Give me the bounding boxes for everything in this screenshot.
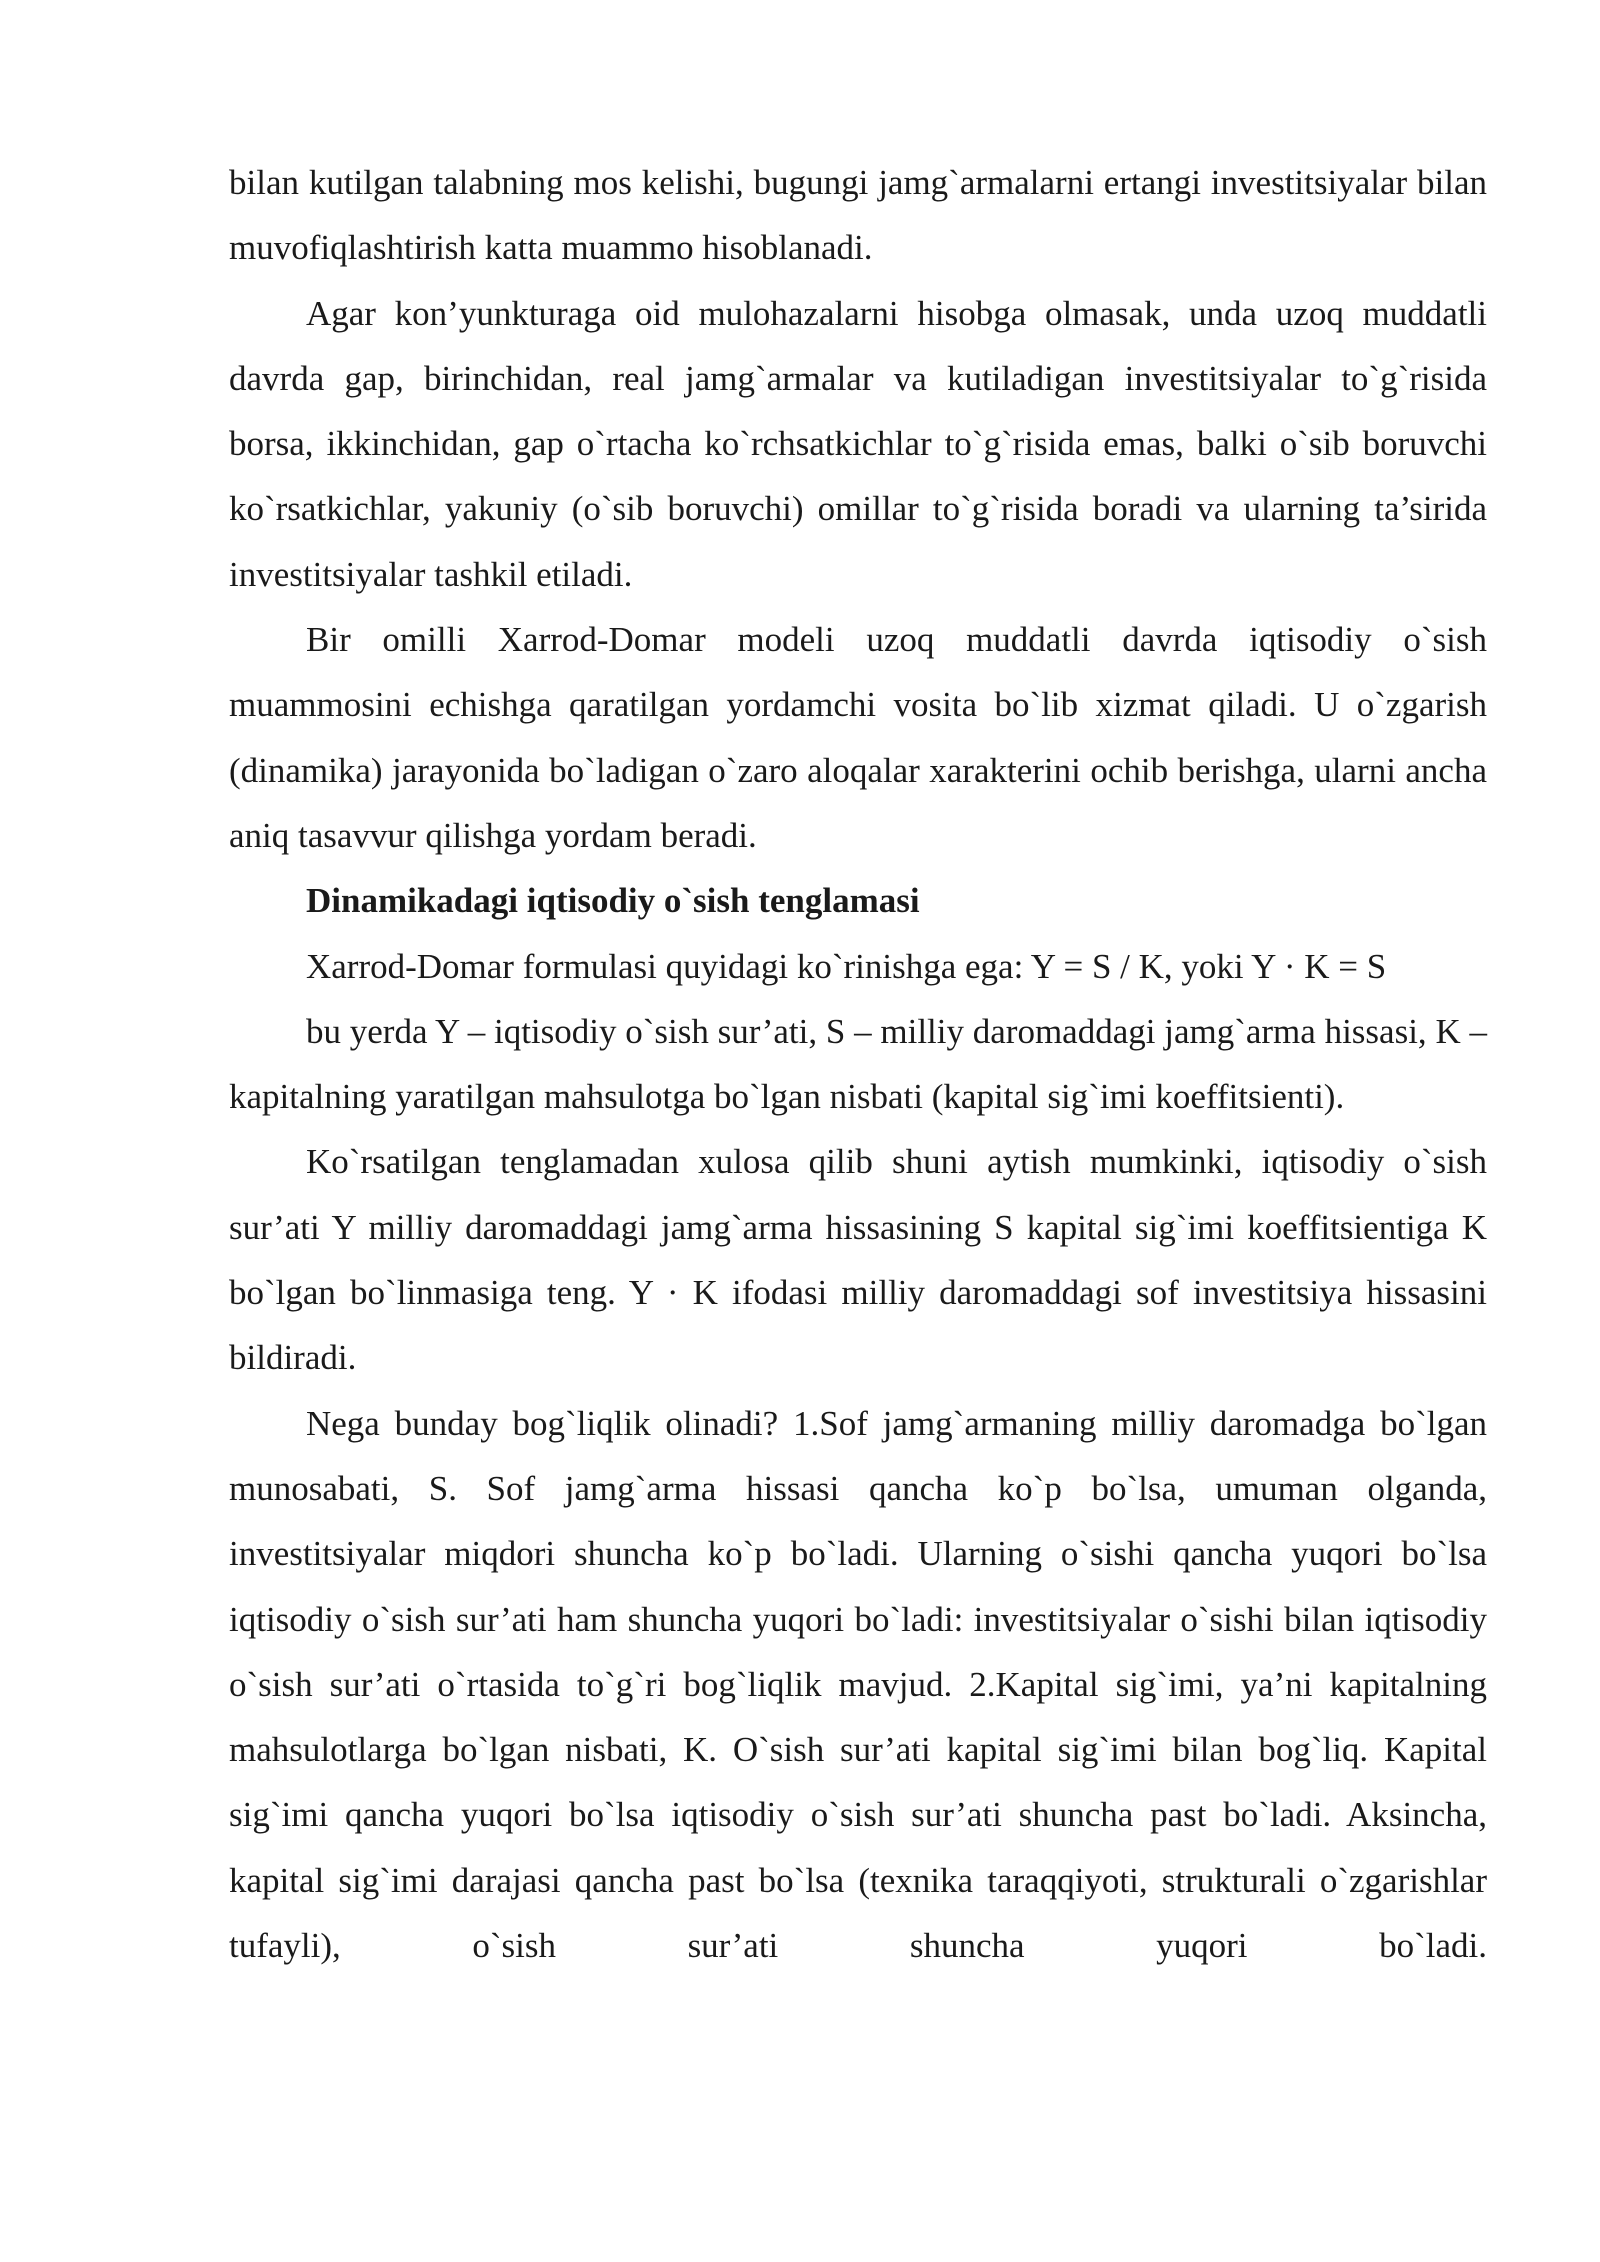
paragraph-variable-definitions: bu yerda Y – iqtisodiy o`sish sur’ati, S – milliy daromaddagi jamg`arma hissasi, K – kapitalning yaratilgan mahsulotga bo`lgan nisbati (kapital sig`imi koeffitsienti). <box>229 1011 1487 1117</box>
paragraph-conclusion: Ko`rsatilgan tenglamadan xulosa qilib shuni aytish mumkinki, iqtisodiy o`sish sur’ati Y milliy daromaddagi jamg`arma hissasining S kapital sig`imi koeffitsientiga K bo`lgan bo`linmasiga teng. Y · K ifodasi milliy daromaddagi sof investitsiya hissasini bildiradi. <box>229 1142 1487 1378</box>
document-page <box>229 150 1487 1978</box>
section-heading: Dinamikadagi iqtisodiy o`sish tenglamasi <box>306 881 920 921</box>
paragraph-harrod-domar-model: Bir omilli Xarrod-Domar modeli uzoq muddatli davrda iqtisodiy o`sish muammosini echishga qaratilgan yordamchi vosita bo`lib xizmat qiladi. U o`zgarish (dinamika) jarayonida bo`ladigan o`zaro aloqalar xarakterini ochib berishga, ularni ancha aniq tasavvur qilishga yordam beradi. <box>229 620 1487 855</box>
paragraph-continuation: bilan kutilgan talabning mos kelishi, bugungi jamg`armalarni ertangi investitsiyalar bilan muvofiqlashtirish katta muammo hisoblanadi. <box>229 163 1487 268</box>
formula-line: Xarrod-Domar formulasi quyidagi ko`rinishga ega: Y = S / K, yoki Y · K = S <box>306 946 1387 986</box>
paragraph-conjuncture: Agar kon’yunkturaga oid mulohazalarni hisobga olmasak, unda uzoq muddatli davrda gap, birinchidan, real jamg`armalar va kutiladigan investitsiyalar to`g`risida borsa, ikkinchidan, gap o`rtacha ko`rchsatkichlar to`g`risida emas, balki o`sib boruvchi ko`rsatkichlar, yakuniy (o`sib boruvchi) omillar to`g`risida boradi va ularning ta’sirida investitsiyalar tashkil etiladi. <box>229 293 1487 594</box>
paragraph-dependency: Nega bunday bog`liqlik olinadi? 1.Sof jamg`armaning milliy daromadga bo`lgan munosabati, S. Sof jamg`arma hissasi qancha ko`p bo`lsa, umuman olganda, investitsiyalar miqdori shuncha ko`p bo`ladi. Ularning o`sishi qancha yuqori bo`lsa iqtisodiy o`sish sur’ati ham shuncha yuqori bo`ladi: investitsiyalar o`sishi bilan iqtisodiy o`sish sur’ati o`rtasida to`g`ri bog`liqlik mavjud. 2.Kapital sig`imi, ya’ni kapitalning mahsulotlarga bo`lgan nisbati, K. O`sish sur’ati kapital sig`imi bilan bog`liq. Kapital sig`imi qancha yuqori bo`lsa iqtisodiy o`sish sur’ati shuncha past bo`ladi. Aksincha, kapital sig`imi darajasi qancha past bo`lsa (texnika taraqqiyoti, strukturali o`zgarishlar tufayli), o`sish sur’ati shuncha yuqori bo`ladi. <box>229 1403 1487 1966</box>
